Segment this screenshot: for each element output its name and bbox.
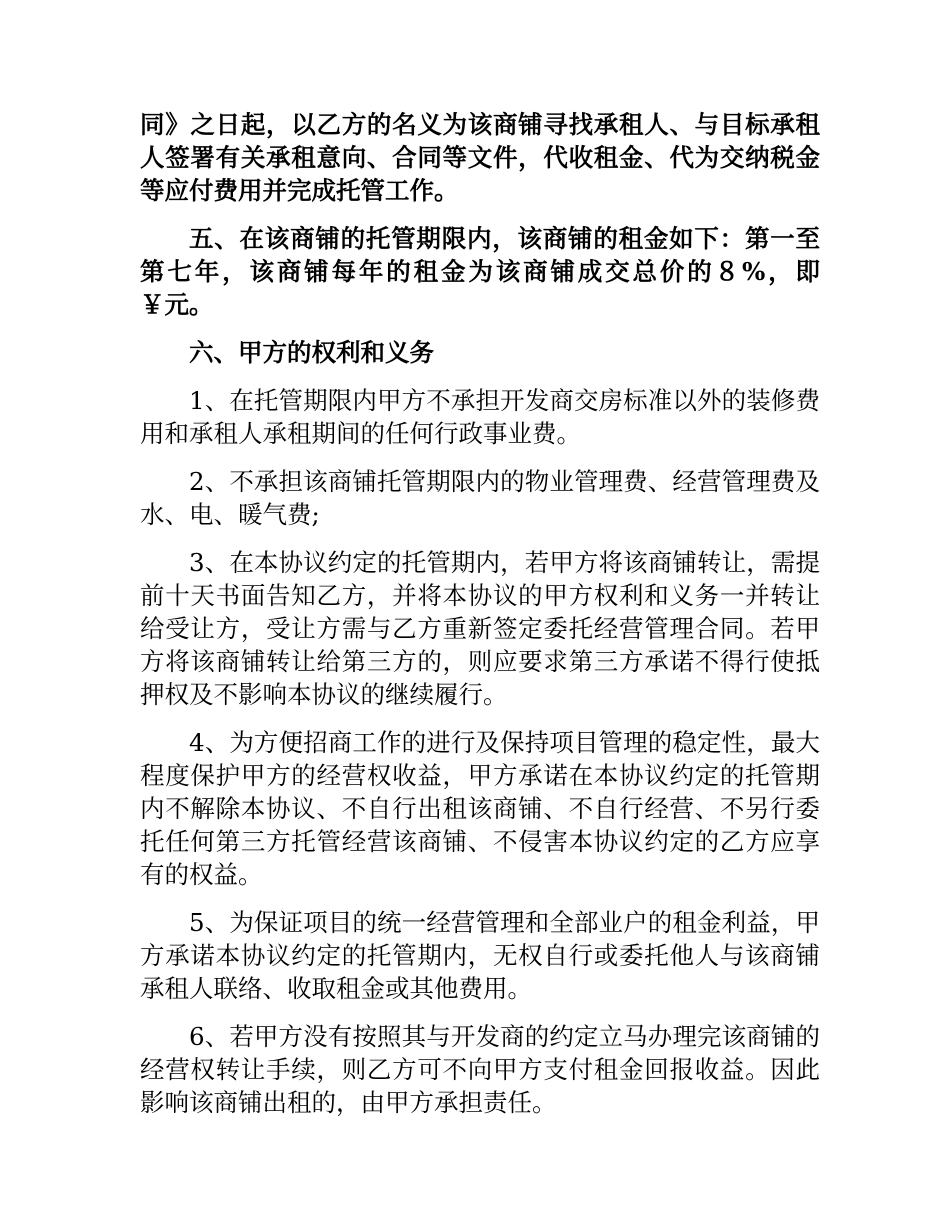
paragraph-item-3: 3、在本协议约定的托管期内，若甲方将该商铺转让，需提前十天书面告知乙方，并将本协议的甲方权利和义务一并转让给受让方，受让方需与乙方重新签定委托经营管理合同。若甲方将该商铺转让给第三方的，则应要求第三方承诺不得行使抵押权及不影响本协议的继续履行。	[140, 548, 820, 709]
paragraph-item-5: 5、为保证项目的统一经营管理和全部业户的租金利益，甲方承诺本协议约定的托管期内，无权自行或委托他人与该商铺承租人联络、收取租金或其他费用。	[140, 908, 820, 1003]
paragraph-item-2: 2、不承担该商铺托管期限内的物业管理费、经营管理费及水、电、暖气费;	[140, 467, 820, 529]
paragraph-clause-5-rent: 五、在该商铺的托管期限内，该商铺的租金如下：第一至第七年，该商铺每年的租金为该商铺成交总价的８%，即￥元。	[140, 224, 820, 319]
paragraph-continuation: 同》之日起，以乙方的名义为该商铺寻找承租人、与目标承租人签署有关承租意向、合同等文件，代收租金、代为交纳税金等应付费用并完成托管工作。	[140, 110, 820, 205]
paragraph-item-4: 4、为方便招商工作的进行及保持项目管理的稳定性，最大程度保护甲方的经营权收益，甲方承诺在本协议约定的托管期内不解除本协议、不自行出租该商铺、不自行经营、不另行委托任何第三方托管经营该商铺、不侵害本协议约定的乙方应享有的权益。	[140, 728, 820, 889]
section-heading-party-a-rights: 六、甲方的权利和义务	[189, 338, 434, 367]
document-page	[140, 108, 820, 1134]
paragraph-item-1: 1、在托管期限内甲方不承担开发商交房标准以外的装修费用和承租人承租期间的任何行政事业费。	[140, 386, 820, 448]
paragraph-item-6: 6、若甲方没有按照其与开发商的约定立马办理完该商铺的经营权转让手续，则乙方可不向甲方支付租金回报收益。因此影响该商铺出租的，由甲方承担责任。	[140, 1022, 820, 1117]
